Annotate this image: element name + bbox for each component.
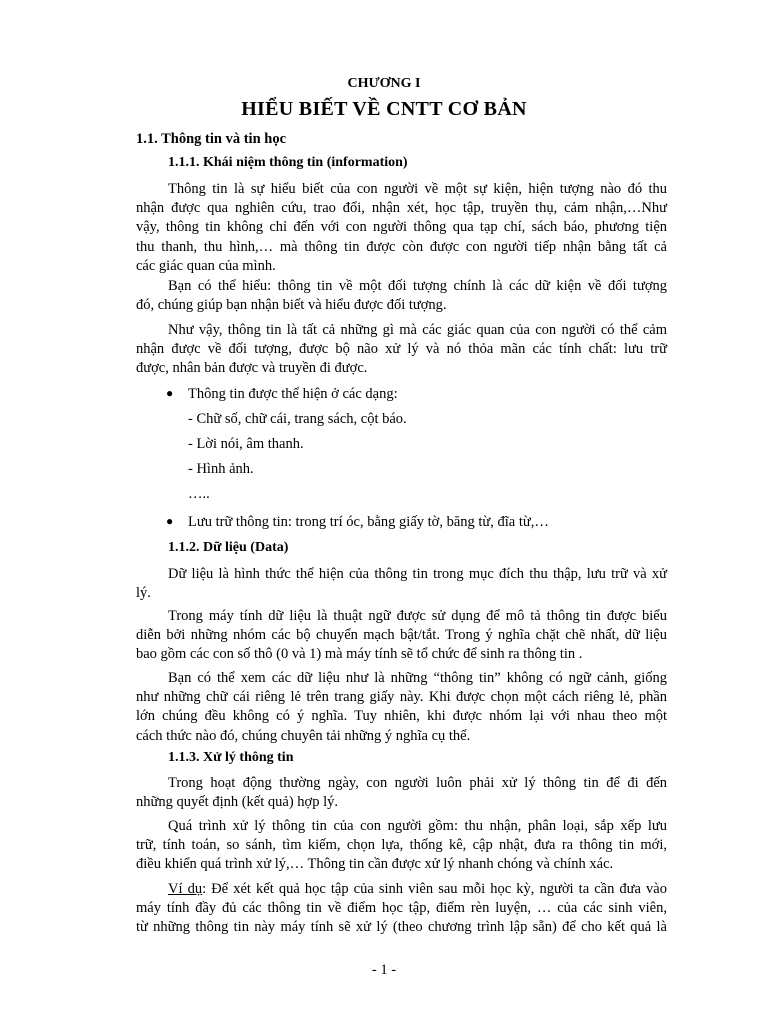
paragraph-data-definition: Dữ liệu là hình thức thể hiện của thông tin trong mục đích thu thập, lưu trữ và xử lý. bbox=[136, 566, 667, 602]
paragraph-data-computer: Trong máy tính dữ liệu là thuật ngữ được sử dụng để mô tả thông tin được biểu diễn bởi những nhóm các bộ chuyển mạch bật/tắt. Trong ý nghĩa chặt chẽ nhất, dữ liệu bao gồm các con số thô (0 và 1) mà máy tính sẽ tổ chức để sinh ra thông tin . bbox=[136, 608, 667, 663]
paragraph-processing-steps: Quá trình xử lý thông tin của con người gồm: thu nhận, phân loại, sắp xếp lưu trữ, tính toán, so sánh, tìm kiếm, chọn lựa, thống kê, cập nhật, đưa ra thông tin mới, điều khiển quá trình xử lý,… Thông tin cần được xử lý nhanh chóng và chính xác. bbox=[136, 818, 667, 873]
paragraph-processing-daily: Trong hoạt động thường ngày, con người luôn phải xử lý thông tin để đi đến những quyết định (kết quả) hợp lý. bbox=[136, 775, 667, 811]
section-heading-1-1-1: 1.1.1. Khái niệm thông tin (information) bbox=[168, 155, 408, 170]
list-item: - Lời nói, âm thanh. bbox=[188, 436, 304, 452]
example-label: Ví dụ bbox=[168, 881, 203, 897]
chapter-label: CHƯƠNG I bbox=[347, 76, 421, 91]
list-item: - Hình ảnh. bbox=[188, 461, 254, 477]
section-heading-1-1-3: 1.1.3. Xử lý thông tin bbox=[168, 750, 294, 765]
paragraph-info-definition: Thông tin là sự hiểu biết của con người về một sự kiện, hiện tượng nào đó thu nhận được qua nghiên cứu, trao đổi, nhận xét, học tập, truyền thụ, cảm nhận,…Như vậy, thông tin không chỉ đến với con người thông qua tạp chí, sách báo, phương tiện thu thanh, thu hình,… mà thông tin được còn được con người tiếp nhận bằng tất cả các giác quan của mình. bbox=[136, 181, 667, 274]
bullet-icon: ● bbox=[166, 514, 174, 528]
page-number: - 1 - bbox=[371, 962, 397, 978]
section-heading-1-1: 1.1. Thông tin và tin học bbox=[136, 131, 287, 147]
bullet-icon: ● bbox=[166, 386, 174, 400]
paragraph-data-context: Bạn có thể xem các dữ liệu như là những “thông tin” không có ngữ cảnh, giống như những chữ cái riêng lẻ trên trang giấy này. Khi được chọn một cách riêng lẻ, phần lớn chúng đều không có ý nghĩa. Tuy nhiên, khi được nhóm lại với nhau theo một cách thức nào đó, chúng chuyên tải những ý nghĩa cụ thể. bbox=[136, 670, 667, 744]
paragraph-example: Ví dụ: Để xét kết quả học tập của sinh viên sau mỗi học kỳ, người ta cần đưa vào máy tính đầy đủ các thông tin về điểm học tập, điểm rèn luyện, … của các sinh viên, từ những thông tin này máy tính sẽ xử lý (theo chương trình lập sẵn) để cho kết quả là bbox=[136, 881, 667, 936]
chapter-title: HIỂU BIẾT VỀ CNTT CƠ BẢN bbox=[241, 98, 527, 120]
document-page: CHƯƠNG I HIỂU BIẾT VỀ CNTT CƠ BẢN 1.1. Thông tin và tin học 1.1.1. Khái niệm thông tin (information) Thông tin là sự hiểu biết của con người về một sự kiện, hiện tượng nào đó thu nhận được qua nghiên cứu, trao đổi, nhận xét, học tập, truyền thụ, cảm nhận,…Như vậy, thông tin không chỉ đến với con người thông qua tạp chí, sách báo, phương tiện thu thanh, thu hình,… mà thông tin được còn được con người tiếp nhận bằng tất cả các giác quan của mình. Bạn có thể hiểu: thông tin về một đối tượng chính là các dữ kiện về đối tượng đó, chúng giúp bạn nhận biết và hiểu được đối tượng. Như vậy, thông tin là tất cả những gì mà các giác quan của con người có thể cảm nhận được về đối tượng, được bộ não xử lý và nó thỏa mãn các tính chất: lưu trữ được, nhân bản được và truyền đi được. ● Thông tin được thể hiện ở các dạng: - Chữ số, chữ cái, trang sách, cột báo. - Lời nói, âm thanh. - Hình ảnh. ….. ● Lưu trữ thông tin: trong trí óc, bằng giấy tờ, băng từ, đĩa từ,… 1.1.2. Dữ liệu (Data) Dữ liệu là hình thức thể hiện của thông tin trong mục đích thu thập, lưu trữ và xử lý. Trong máy tính dữ liệu là thuật ngữ được sử dụng để mô tả thông tin được biểu diễn bởi những nhóm các bộ chuyển mạch bật/tắt. Trong ý nghĩa chặt chẽ nhất, dữ liệu bao gồm các con số thô (0 và 1) mà máy tính sẽ tổ chức để sinh ra thông tin . Bạn có thể xem các dữ liệu như là những “thông tin” không có ngữ cảnh, giống như những chữ cái riêng lẻ trên trang giấy này. Khi được chọn một cách riêng lẻ, phần lớn chúng đều không có ý nghĩa. Tuy nhiên, khi được nhóm lại với nhau theo một cách thức nào đó, chúng chuyên tải những ý nghĩa cụ thể. 1.1.3. Xử lý thông tin Trong hoạt động thường ngày, con người luôn phải xử lý thông tin để đi đến những quyết định (kết quả) hợp lý. Quá trình xử lý thông tin của con người gồm: thu nhận, phân loại, sắp xếp lưu trữ, tính toán, so sánh, tìm kiếm, chọn lựa, thống kê, cập nhật, đưa ra thông tin mới, điều khiển quá trình xử lý,… Thông tin cần được xử lý nhanh chóng và chính xác. Ví dụ: Để xét kết quả học tập của sinh viên sau mỗi học kỳ, người ta cần đưa vào máy tính đầy đủ các thông tin về điểm học tập, điểm rèn luyện, … của các sinh viên, từ những thông tin này máy tính sẽ xử lý (theo chương trình lập sẵn) để cho kết quả là - 1 - bbox=[0, 0, 768, 1024]
list-item: ….. bbox=[188, 486, 210, 502]
section-heading-1-1-2: 1.1.2. Dữ liệu (Data) bbox=[168, 540, 289, 555]
paragraph-info-senses: Như vậy, thông tin là tất cả những gì mà các giác quan của con người có thể cảm nhận được về đối tượng, được bộ não xử lý và nó thỏa mãn các tính chất: lưu trữ được, nhân bản được và truyền đi được. bbox=[136, 322, 667, 377]
list-item: - Chữ số, chữ cái, trang sách, cột báo. bbox=[188, 411, 407, 427]
paragraph-info-object: Bạn có thể hiểu: thông tin về một đối tượng chính là các dữ kiện về đối tượng đó, chúng giúp bạn nhận biết và hiểu được đối tượng. bbox=[136, 278, 667, 314]
